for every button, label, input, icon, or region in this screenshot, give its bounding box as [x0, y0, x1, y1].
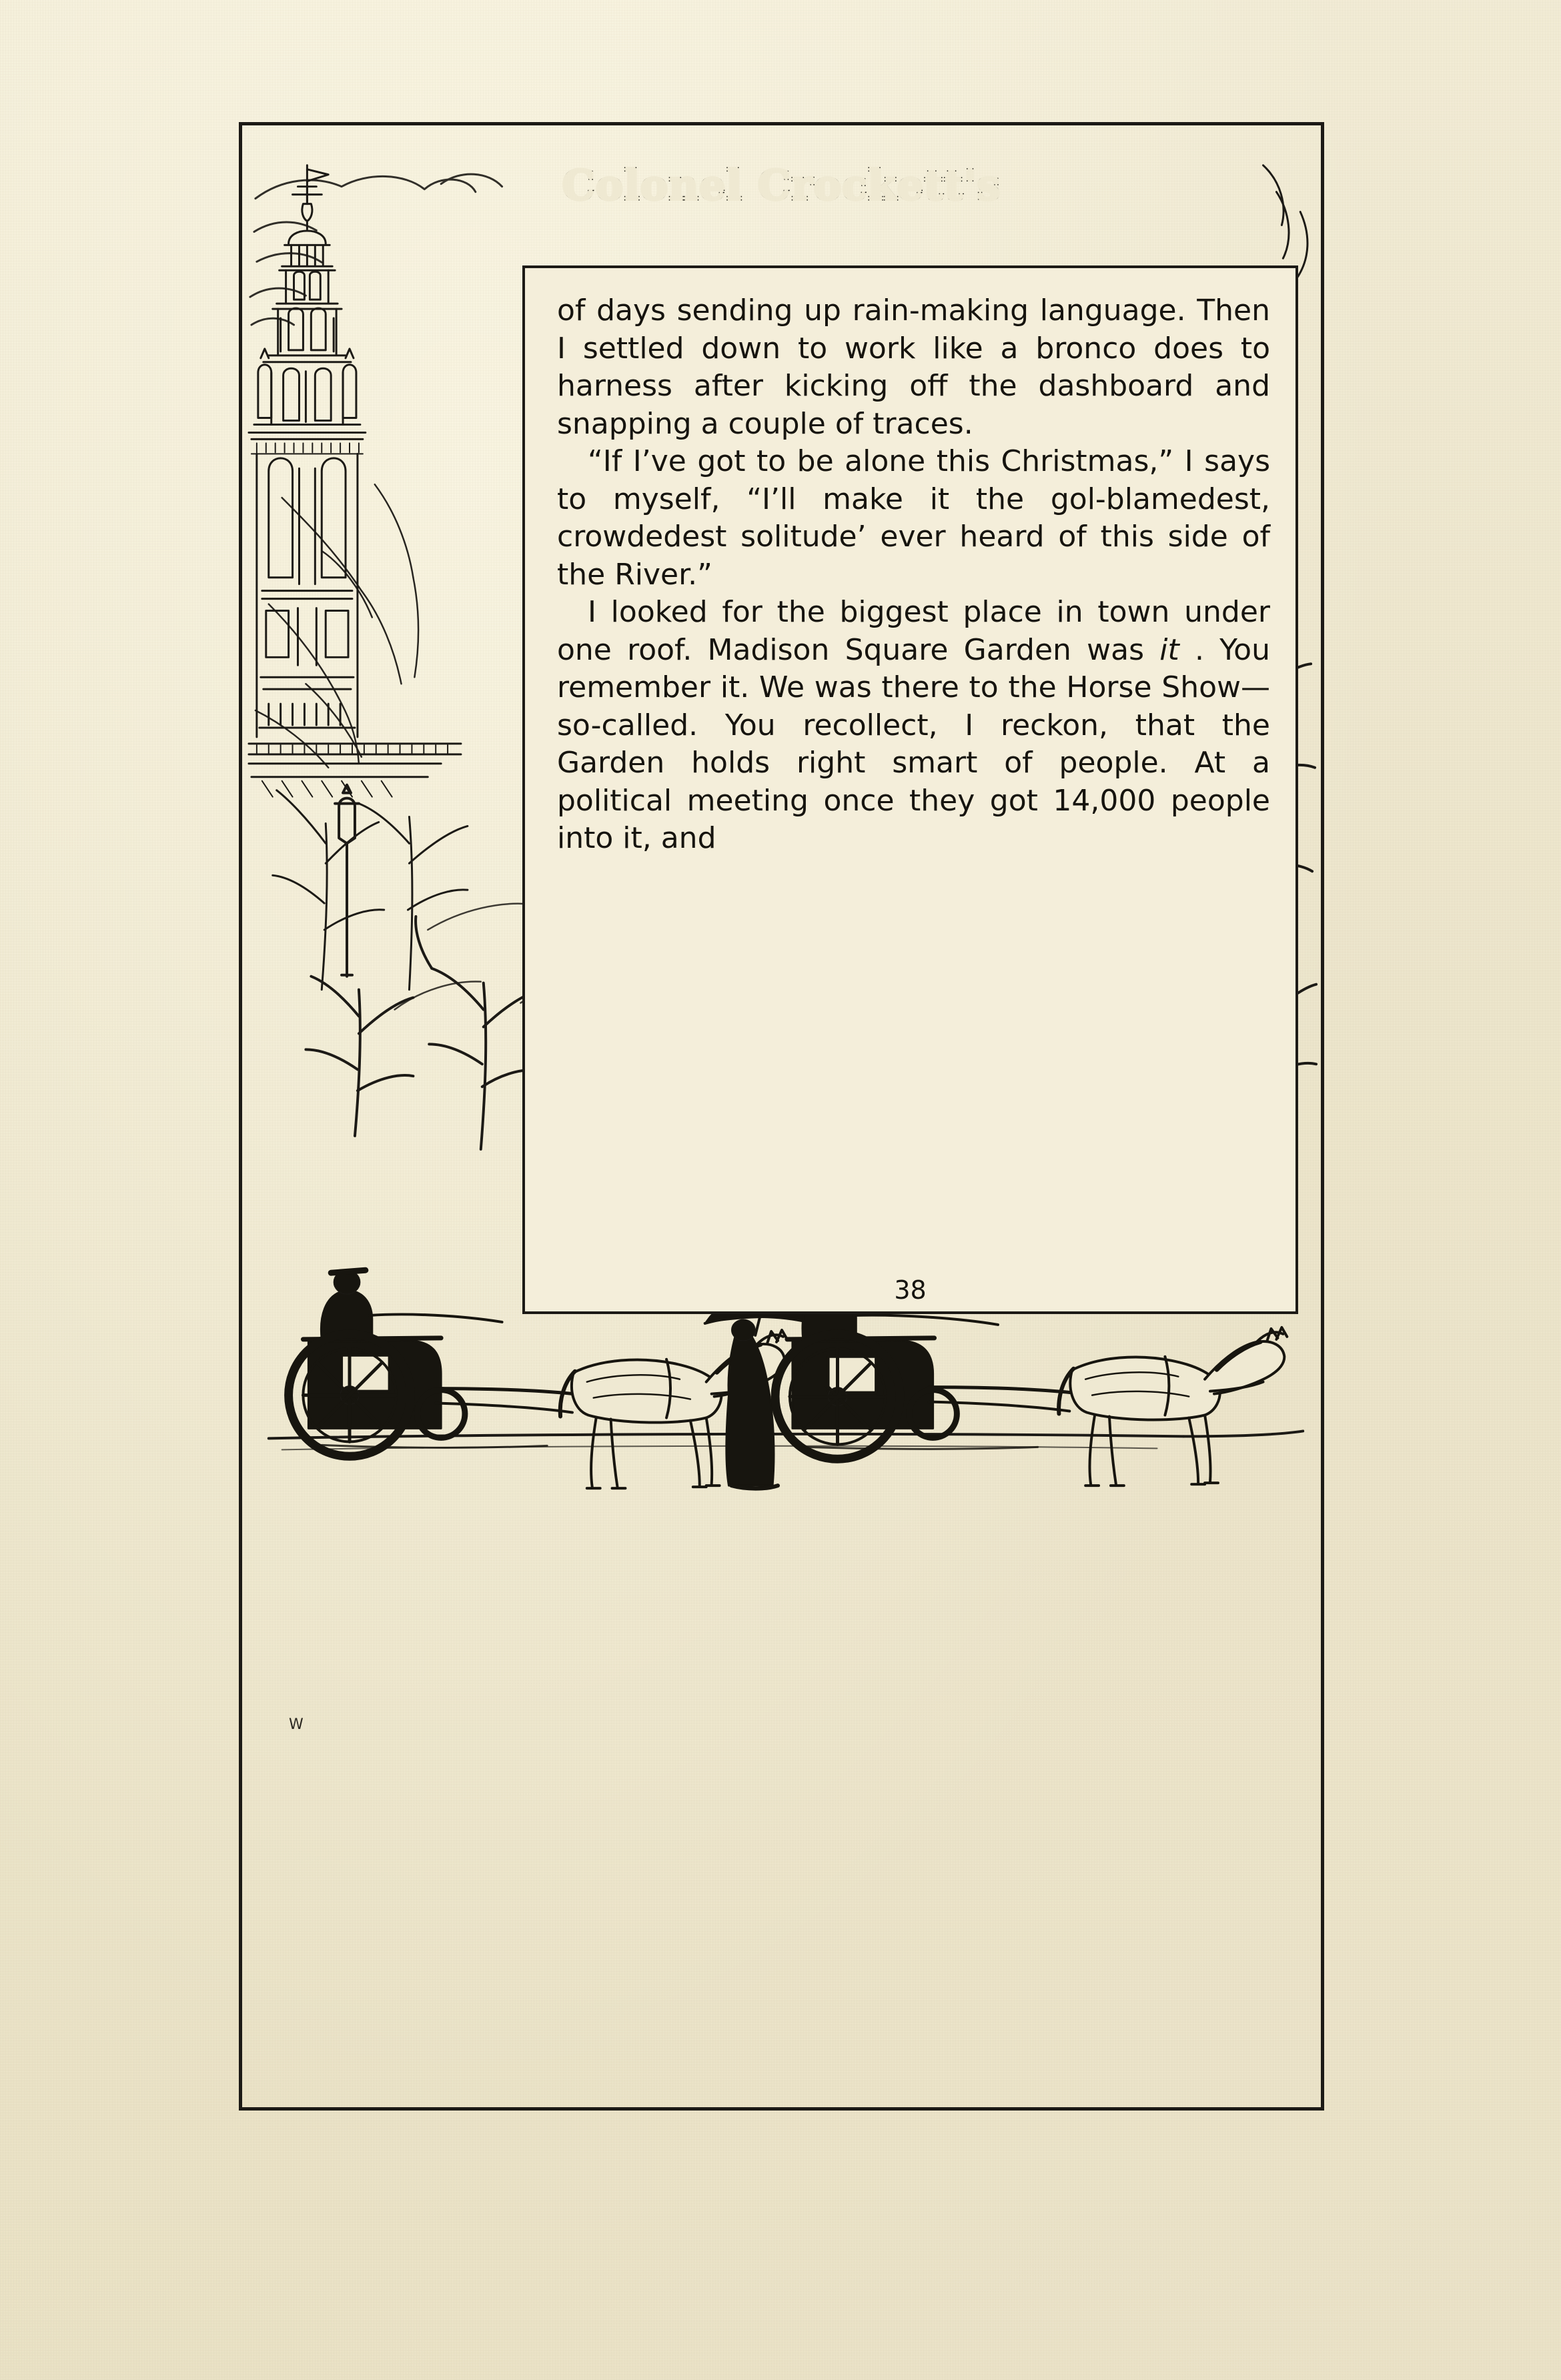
text-panel	[522, 265, 1298, 1314]
paragraph-1: of days sending up rain-making language. Then I settled down to work like a bronco does to harness after kicking off the dashboard and snapping a couple of traces.	[557, 293, 1270, 441]
paragraph-3-part-2: . You remember it. We was there to the Horse Show— so-called. You recollect, I reckon, that the Garden holds right smart of people. At a political meeting once they got 14,000 people into it, and	[557, 632, 1270, 855]
artist-monogram: W	[289, 1716, 304, 1733]
body-text	[557, 292, 1270, 858]
paragraph-3-part-1: I looked for the biggest place in town under one roof. Madison Square Garden was	[557, 595, 1270, 667]
running-head-text: Colonel Crockett's	[562, 161, 1001, 209]
paragraph-3-italic: it	[1159, 632, 1179, 667]
paragraph-2: “If I’ve got to be alone this Christmas,” I says to myself, “I’ll make it the gol-blamedest, crowdedest solitude’ ever heard of this side of the River.”	[557, 444, 1270, 592]
page-number: 38	[894, 1275, 927, 1305]
illustrated-page-plate	[239, 122, 1324, 2111]
paragraph-3	[557, 594, 1270, 858]
